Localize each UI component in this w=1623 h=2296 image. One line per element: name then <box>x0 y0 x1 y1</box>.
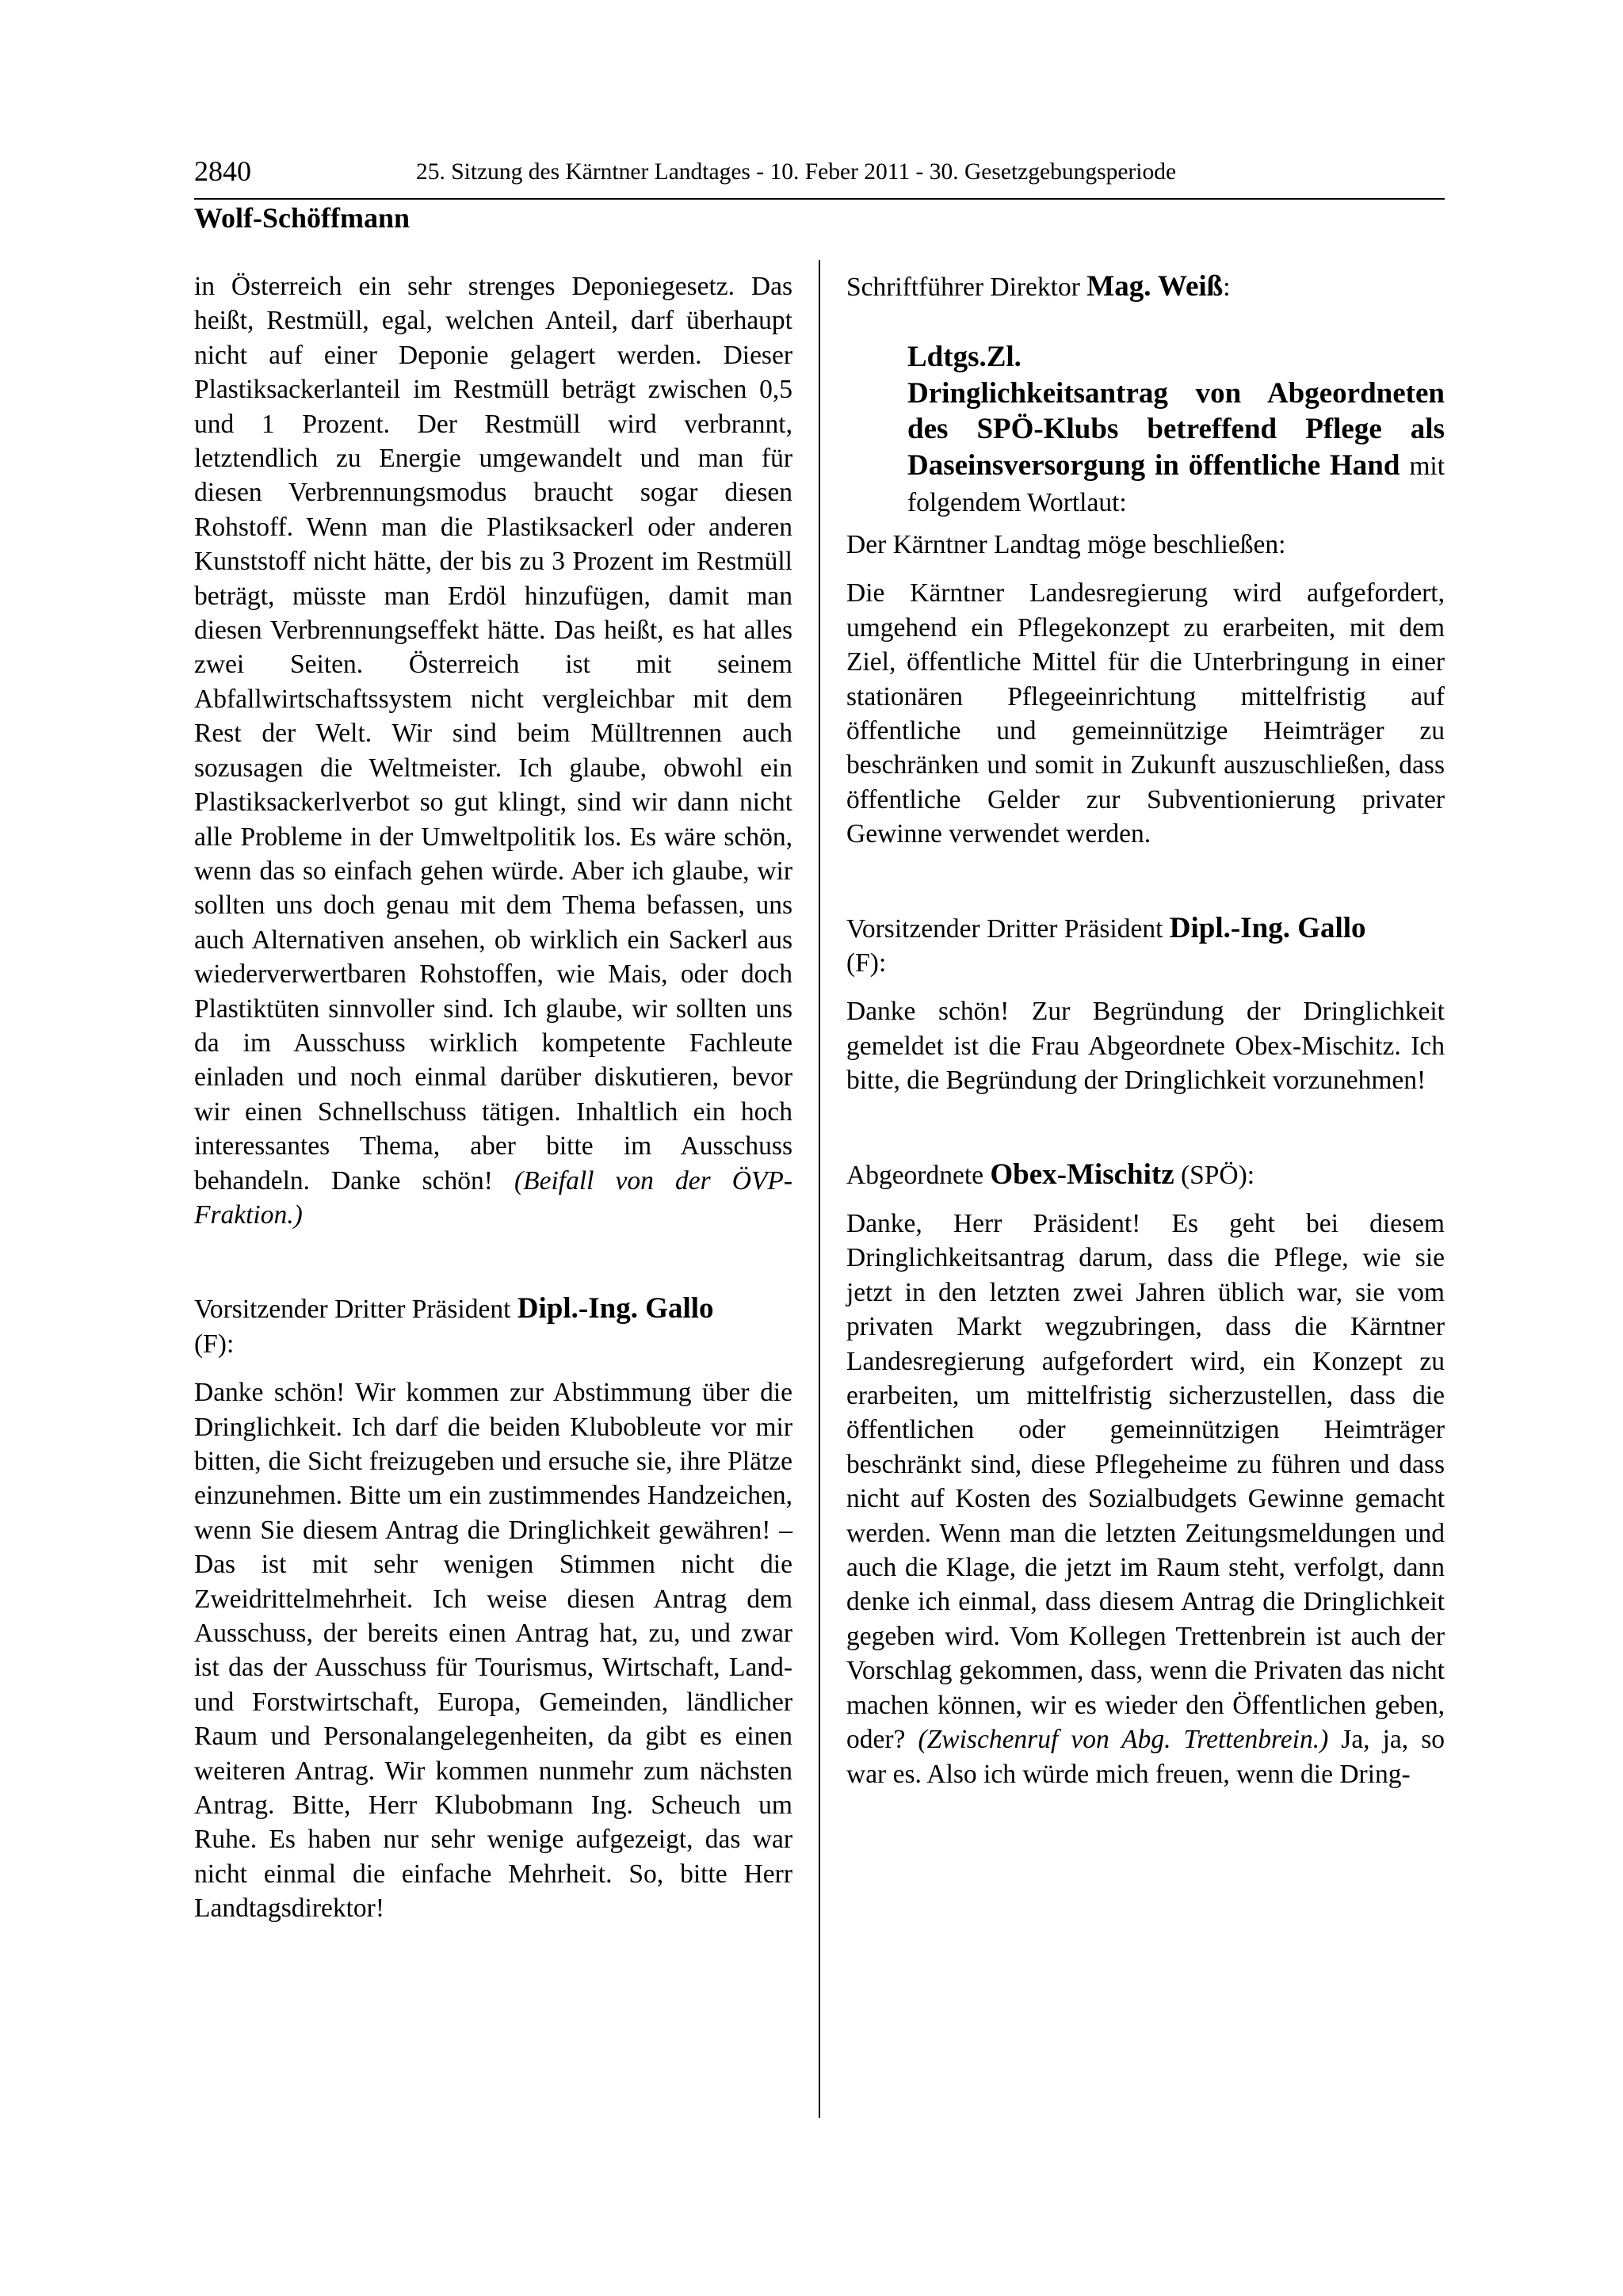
running-head: 25. Sitzung des Kärntner Landtages - 10. Feber 2011 - 30. Gesetzgebungsperiode <box>416 159 1177 185</box>
applause-note: (Beifall von der ÖVP-Fraktion.) <box>194 1165 793 1230</box>
speaker-line: Schriftführer Direktor Mag. Weiß: <box>846 270 1231 303</box>
speaker-line: Vorsitzender Dritter Präsident Dipl.-Ing. Gallo (F): <box>194 1292 714 1359</box>
speaker-line: Vorsitzender Dritter Präsident Dipl.-Ing. Gallo (F): <box>846 911 1366 978</box>
speech-paragraph: Danke schön! Zur Begründung der Dringlichkeit gemeldet ist die Frau Abgeordnete Obex-Mischitz. Ich bitte, die Begründung der Dringlichkeit vorzunehmen! <box>846 997 1445 1096</box>
resolution-intro: Der Kärntner Landtag möge beschließen: <box>846 529 1286 559</box>
speaker-name: Dipl.-Ing. Gallo <box>517 1292 714 1325</box>
speech-paragraph: Danke schön! Wir kommen zur Abstimmung über die Dringlichkeit. Ich darf die beiden Klubobleute vor mir bitten, die Sicht freizugeben und ersuche sie, ihre Plätze einzunehmen. Bitte um ein zustimmendes Handzeichen, wenn Sie diesem Antrag die Dringlichkeit gewähren! – Das ist mit sehr wenigen Stimmen nicht die Zweidrittelmehrheit. Ich weise diesen Antrag dem Ausschuss, der bereits einen Antrag hat, zu, und zwar ist das der Ausschuss für Tourismus, Wirtschaft, Land- und Forstwirtschaft, Europa, Gemeinden, ländlicher Raum und Personalangelegenheiten, da gibt es einen weiteren Antrag. Wir kommen nunmehr zum nächsten Antrag. Bitte, Herr Klubobmann Ing. Scheuch um Ruhe. Es haben nur sehr wenige aufgezeigt, das war nicht einmal die einfache Mehrheit. So, bitte Herr Landtagsdirektor! <box>194 1378 792 1924</box>
resolution-text: Die Kärntner Landesregierung wird aufgefordert, umgehend ein Pflegekonzept zu erarbeiten, mit dem Ziel, öffentliche Mittel für die Unterbringung in einer stationären Pflegeeinrichtung mittelfristig auf öffentliche und gemeinnützige Heimträger zu beschränken und somit in Zukunft auszuschließen, dass öffentliche Gelder zur Subventionierung privater Gewinne verwendet werden. <box>846 578 1445 849</box>
column-divider <box>819 260 820 2118</box>
motion-block: Ldtgs.Zl. Dringlichkeitsantrag von Abgeordneten des SPÖ-Klubs betreffend Pflege als Daseinsversorgung in öffentliche Hand mit folgendem Wortlaut: <box>907 341 1445 518</box>
speech-paragraph: in Österreich ein sehr strenges Deponiegesetz. Das heißt, Restmüll, egal, welchen Anteil, darf überhaupt nicht auf einer Deponie gelagert werden. Dieser Plastiksackerlanteil im Restmüll beträgt zwischen 0,5 und 1 Prozent. Der Restmüll wird verbrannt, letztendlich zu Energie umgewandelt und man für diesen Verbrennungsmodus braucht sogar diesen Rohstoff. Wenn man die Plastiksackerl oder anderen Kunststoff nicht hätte, der bis zu 3 Prozent im Restmüll beträgt, müsste man Erdöl hinzufügen, damit man diesen Verbrennungseffekt hätte. Das heißt, es hat alles zwei Seiten. Österreich ist mit seinem Abfallwirtschaftssystem nicht vergleichbar mit dem Rest der Welt. Wir sind beim Mülltrennen auch sozusagen die Weltmeister. Ich glaube, obwohl ein Plastiksackerlverbot so gut klingt, sind wir dann nicht alle Probleme in der Umweltpolitik los. Es wäre schön, wenn das so einfach gehen würde. Aber ich glaube, wir sollten uns doch genau mit dem Thema befassen, uns auch Alternativen ansehen, ob wirklich ein Sackerl aus wiederverwertbaren Rohstoffen, wie Mais, oder doch Plastiktüten sinnvoller sind. Ich glaube, wir sollten uns da im Ausschuss wirklich kompetente Fachleute einladen und noch einmal darüber diskutieren, bevor wir einen Schnellschuss tätigen. Inhaltlich ein hoch interessantes Thema, aber bitte im Ausschuss behandeln. Danke schön! (Beifall von der ÖVP-Fraktion.) <box>194 272 793 1230</box>
speaker-name: Mag. Weiß <box>1086 270 1224 303</box>
page-number: 2840 <box>194 155 251 187</box>
left-column <box>194 269 792 1926</box>
speech-paragraph: Danke, Herr Präsident! Es geht bei diesem Dringlichkeitsantrag darum, dass die Pflege, wie sie jetzt in den letzten zwei Jahren üblich war, sie vom privaten Markt wegzubringen, dass die Kärntner Landesregierung aufgefordert wird, ein Konzept zu erarbeiten, um mittelfristig sicherzustellen, dass die öffentlichen oder gemeinnützigen Heimträger beschränkt sind, diese Pflegeheime zu führen und dass nicht auf Kosten des Sozialbudgets Gewinne gemacht werden. Wenn man die letzten Zeitungsmeldungen und auch die Klage, die jetzt im Raum steht, verfolgt, dann denke ich einmal, dass diesem Antrag die Dringlichkeit gegeben wird. Vom Kollegen Trettenbrein ist auch der Vorschlag gekommen, dass, wenn die Privaten das nicht machen können, wir es wieder den Öffentlichen geben, oder? (Zwischenruf von Abg. Trettenbrein.) Ja, ja, so war es. Also ich würde mich freuen, wenn die Dring- <box>846 1209 1445 1789</box>
speaker-line: Abgeordnete Obex-Mischitz (SPÖ): <box>846 1158 1255 1191</box>
header-rule <box>194 198 1445 200</box>
motion-title: Dringlichkeitsantrag von Abgeordneten des SPÖ-Klubs betreffend Pflege als Daseinsversorgung in öffentliche Hand <box>907 376 1445 482</box>
right-column <box>846 269 1445 1791</box>
motion-reference: Ldtgs.Zl. <box>907 341 1022 374</box>
current-speaker-heading: Wolf-Schöffmann <box>194 202 411 234</box>
speaker-name: Obex-Mischitz <box>990 1158 1174 1191</box>
speaker-name: Dipl.-Ing. Gallo <box>1169 911 1366 944</box>
interjection-note: (Zwischenruf von Abg. Trettenbrein.) <box>918 1725 1329 1755</box>
